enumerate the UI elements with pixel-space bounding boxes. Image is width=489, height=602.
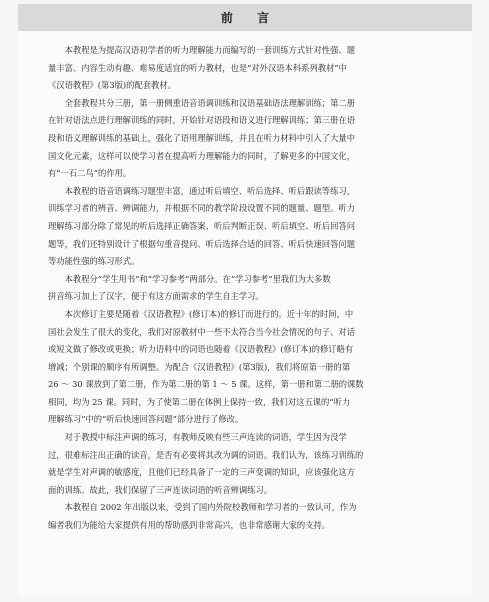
text-line: 过，很难标注出正确的读音，是否有必要将其改为调的词语。我们认为，该练习训练的	[48, 449, 364, 460]
text-line: 《汉语教程》(第3版)的配套教材。	[48, 80, 176, 91]
paragraph	[48, 183, 446, 271]
paragraph	[48, 429, 446, 499]
text-line: 本次修订主要是随着《汉语教程》(修订本)的修订而进行的。近十年的时间，中	[64, 308, 354, 319]
text-line: 国文化元素，这样可以使学习者在提高听力理解能力的同时，了解更多的中国文化，	[48, 150, 355, 161]
paragraph	[48, 42, 446, 95]
title-bar	[18, 4, 472, 31]
text-line: 本教程自 2002 年出版以来，受到了国内外院校教师和学习者的一致认可，作为	[64, 502, 357, 513]
text-line: 题等，我们还特别设计了根据句重音提问、听后选择合适的回答、听后快速回答问题	[48, 238, 355, 249]
paragraph	[48, 306, 446, 429]
paragraph	[48, 499, 446, 534]
text-line: 本教程的语音语调练习题型丰富，通过听后填空、听后选择、听后跟读等练习，	[64, 185, 355, 196]
text-line: 在针对语法点进行理解训练的同时，开始针对语段和语义进行理解训练；第三册在语	[48, 115, 355, 126]
paragraph	[48, 271, 446, 306]
text-line: 国社会发生了很大的变化，我们对原教材中一些不太符合当今社会情况的句子、对话	[48, 326, 355, 337]
text-line: 面的训练。故此，我们保留了三声连读词语的听音辨调练习。	[48, 484, 273, 495]
text-line: 量丰富、内容生动有趣、难易度适宜的听力教材，也是“对外汉语本科系列教材”中	[48, 62, 347, 73]
text-line: 本教程是为提高汉语初学者的听力理解能力而编写的一套训练方式针对性强、题	[64, 45, 355, 55]
text-line: 等功能性强的练习形式。	[48, 256, 140, 267]
text-line: 拼音练习加上了汉字，便于有这方面需求的学生自主学习。	[48, 291, 264, 302]
document-page	[18, 4, 472, 596]
text-line: 或短文做了修改或更换；听力语料中的词语也随着《汉语教程》(修订本)的修订略有	[48, 344, 354, 355]
text-line: 训练学习者的辨音、辨调能力，并根据不同的教学阶段设置不同的题量、题型。听力	[48, 203, 355, 214]
text-line: 对于教授中标注声调的练习，有教师反映有些三声连读的词语，学生因为没学	[64, 432, 347, 443]
text-line: 有“一石二鸟”的作用。	[48, 168, 132, 179]
text-line: 编者我们为能给大家提供有用的帮助感到非常高兴，也非常感谢大家的支持。	[48, 520, 331, 531]
text-line: 就是学生对声调的敏感度，且他们已经具备了一定的三声变调的知识，应该强化这方	[48, 467, 355, 478]
text-line: 26 ～ 30 课放到了第二册，作为第二册的第 1 ～ 5 课。这样，第一册和第二册的课数	[48, 379, 364, 390]
preface-body	[48, 42, 446, 535]
text-line: 相同，均为 25 课。同时，为了使第二册在体例上保持一致，我们对这五课的“听力	[48, 396, 351, 407]
text-line: 段和语义理解训练的基础上，强化了语用理解训练，并且在听力材料中引入了大量中	[48, 132, 355, 143]
text-line: 本教程分“学生用书”和“学习参考”两部分。在“学习参考”里我们为大多数	[64, 273, 331, 284]
text-line: 全套教程共分三册，第一册侧重语音语调训练和汉语基础语法理解训练；第二册	[64, 97, 355, 108]
text-line: 理解练习部分除了常见的听后选择正确答案、听后判断正误、听后填空、听后回答问	[48, 220, 355, 231]
text-line: 增减；个别课的顺序有所调整。为配合《汉语教程》(第3版)，我们将原第一册的第	[48, 361, 351, 372]
paragraph	[48, 95, 446, 183]
text-line: 理解练习”中的“听后快速回答问题”部分进行了修改。	[48, 414, 244, 425]
page-title: 前 言	[220, 11, 280, 25]
